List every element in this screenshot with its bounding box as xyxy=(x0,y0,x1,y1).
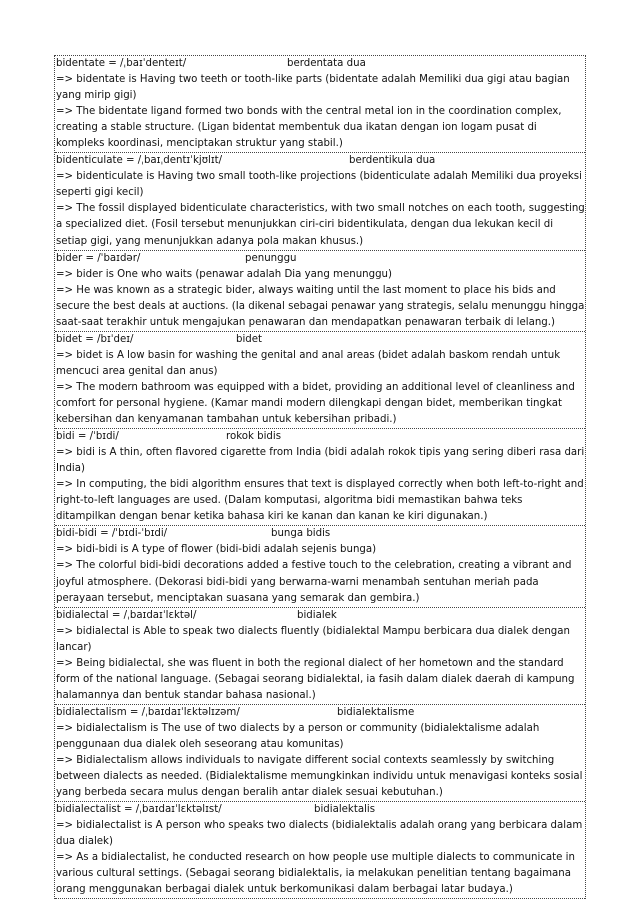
translation: berdentikula dua xyxy=(349,155,436,167)
entry-header xyxy=(56,526,585,542)
glossary-entry xyxy=(55,251,585,332)
example: => The colorful bidi-bidi decorations added a festive touch to the celebration, creating a vibrant and joyful atmosphere. (Dekorasi bidi-bidi yang berwarna-warni menambah sentuhan meriah pada perayaan tersebut, menciptakan suasana yang semarak dan gembira.) xyxy=(56,560,572,604)
headword: bidentate = /ˌbaɪˈdenteɪt/ xyxy=(56,58,187,69)
headword: bidialectal = /ˌbaɪdaɪˈlɛktəl/ xyxy=(56,609,197,621)
definition: => bider is One who waits (penawar adalah Dia yang menunggu) xyxy=(56,268,392,280)
glossary-entry xyxy=(55,705,585,802)
glossary-entry xyxy=(55,153,585,250)
definition: => bidialectal is Able to speak two dialects fluently (bidialektal Mampu berbicara dua dialek dengan lancar) xyxy=(56,625,570,653)
definition: => bidet is A low basin for washing the genital and anal areas (bidet adalah baskom rendah untuk mencuci area genital dan anus) xyxy=(56,349,561,377)
example: => Bidialectalism allows individuals to navigate different social contexts seamlessly by switching between dialects as needed. (Bidialektalisme memungkinkan individu untuk menavigasi konteks sosial yang berbeda secara mulus dengan beralih antar dialek sesuai kebutuhan.) xyxy=(56,755,583,799)
example: => The fossil displayed bidenticulate characteristics, with two small notches on each tooth, suggesting a specialized diet. (Fosil tersebut menunjukkan ciri-ciri bidentikulata, dengan dua lekukan kecil di setiap gigi, yang menunjukkan adanya pola makan khusus.) xyxy=(56,203,585,247)
translation: bidialek xyxy=(297,609,337,621)
entry-header xyxy=(56,56,585,72)
translation: bidialektalisme xyxy=(337,706,415,718)
entry-header xyxy=(56,705,585,721)
definition: => bidenticulate is Having two small tooth-like projections (bidenticulate adalah Memiliki dua proyeksi seperti gigi kecil) xyxy=(56,171,582,199)
headword: bidenticulate = /ˌbaɪˌdentɪˈkjʊlɪt/ xyxy=(56,155,223,167)
glossary-entry xyxy=(55,608,585,705)
headword: bidialectalist = /ˌbaɪdaɪˈlɛktəlɪst/ xyxy=(56,804,222,816)
example: => As a bidialectalist, he conducted research on how people use multiple dialects to communicate in various cultural settings. (Sebagai seorang bidialektalis, ia melakukan penelitian tentang bagaimana orang menggunakan berbagai dialek untuk berkomunikasi dalam berbagai latar budaya.) xyxy=(56,852,575,896)
entry-header xyxy=(56,153,585,169)
definition: => bidi-bidi is A type of flower (bidi-bidi adalah sejenis bunga) xyxy=(56,544,377,556)
example: => The bidentate ligand formed two bonds with the central metal ion in the coordination complex, creating a stable structure. (Ligan bidentat membentuk dua ikatan dengan ion logam pusat di kompleks koordinasi, menciptakan struktur yang stabil.) xyxy=(56,106,562,150)
translation: berdentata dua xyxy=(287,58,366,69)
glossary-table xyxy=(54,55,586,899)
headword: bidi-bidi = /ˈbɪdi-ˈbɪdi/ xyxy=(56,528,168,540)
headword: bidialectalism = /ˌbaɪdaɪˈlɛktəlɪzəm/ xyxy=(56,706,240,718)
definition: => bidialectalism is The use of two dialects by a person or community (bidialektalisme adalah penggunaan dua dialek oleh seseorang atau komunitas) xyxy=(56,722,540,750)
entry-header xyxy=(56,429,585,445)
definition: => bidi is A thin, often flavored cigarette from India (bidi adalah rokok tipis yang sering diberi rasa dari India) xyxy=(56,447,585,475)
entry-header xyxy=(56,802,585,818)
entry-header xyxy=(56,332,585,348)
example: => Being bidialectal, she was fluent in both the regional dialect of her hometown and the standard form of the national language. (Sebagai seorang bidialektal, ia fasih dalam dialek daerah di kampung halamannya dan bentuk standar bahasa nasional.) xyxy=(56,657,575,701)
entry-header xyxy=(56,608,585,624)
entry-header xyxy=(56,251,585,267)
example: => In computing, the bidi algorithm ensures that text is displayed correctly when both left-to-right and right-to-left languages are used. (Dalam komputasi, algoritma bidi memastikan bahwa teks ditampilkan dengan benar ketika bahasa kiri ke kanan dan kanan ke kiri digunakan.) xyxy=(56,479,584,523)
glossary-entry xyxy=(55,802,585,899)
glossary-entry xyxy=(55,56,585,153)
headword: bidi = /ˈbɪdi/ xyxy=(56,431,119,443)
translation: penunggu xyxy=(245,252,297,264)
definition: => bidentate is Having two teeth or tooth-like parts (bidentate adalah Memiliki dua gigi atau bagian yang mirip gigi) xyxy=(56,74,570,102)
translation: bidet xyxy=(236,333,263,345)
translation: bunga bidis xyxy=(271,528,331,540)
glossary-entry xyxy=(55,332,585,429)
example: => He was known as a strategic bider, always waiting until the last moment to place his bids and secure the best deals at auctions. (Ia dikenal sebagai penawar yang strategis, selalu menunggu hingga saat-saat terakhir untuk mengajukan penawaran dan mendapatkan penawaran terbaik di lelang.) xyxy=(56,284,585,328)
headword: bider = /ˈbaɪdər/ xyxy=(56,252,141,264)
glossary-entry xyxy=(55,429,585,526)
translation: rokok bidis xyxy=(226,431,282,443)
example: => The modern bathroom was equipped with a bidet, providing an additional level of cleanliness and comfort for personal hygiene. (Kamar mandi modern dilengkapi dengan bidet, memberikan tingkat kebersihan dan kenyamanan tambahan untuk kebersihan pribadi.) xyxy=(56,381,575,426)
glossary-entry xyxy=(55,526,585,607)
headword: bidet = /bɪˈdeɪ/ xyxy=(56,333,134,345)
definition: => bidialectalist is A person who speaks two dialects (bidialektalis adalah orang yang berbicara dalam dua dialek) xyxy=(56,820,583,848)
translation: bidialektalis xyxy=(314,804,376,816)
